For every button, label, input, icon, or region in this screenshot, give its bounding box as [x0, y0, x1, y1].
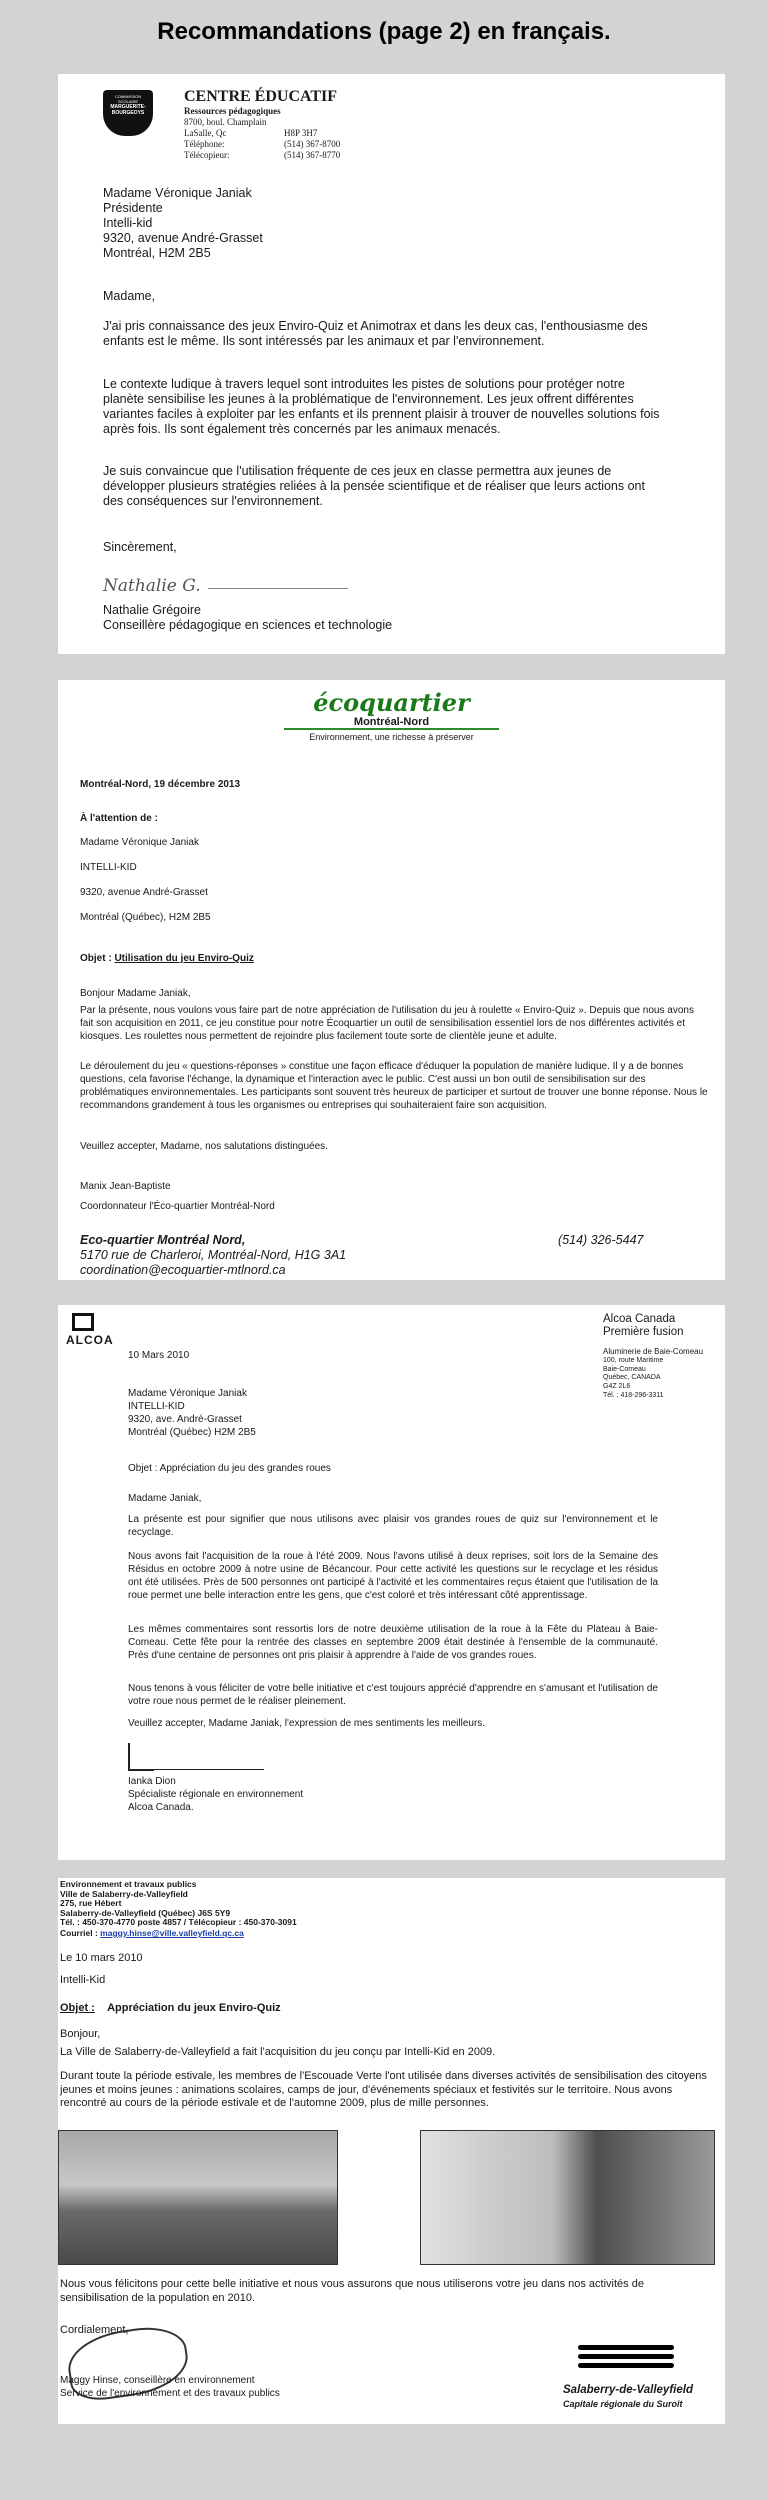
footer-org: Eco-quartier Montréal Nord,: [80, 1233, 246, 1247]
salutation: Madame,: [103, 289, 156, 303]
logo-tagline: Capitale régionale du Suroît: [563, 2399, 683, 2409]
alcoa-logo: ALCOA: [66, 1333, 114, 1347]
signer-name: Nathalie Grégoire: [103, 603, 201, 617]
signature-mark: [128, 1743, 154, 1771]
wave-emblem-icon: [578, 2340, 674, 2374]
division-name: Première fusion: [603, 1326, 684, 1338]
email-line: Courriel : maggy.hinse@ville.valleyfield.qc.ca: [60, 1928, 244, 1938]
letter-date: 10 Mars 2010: [128, 1350, 190, 1361]
recipient-block: Madame Véronique Janiak INTELLI-KID 9320, avenue André-Grasset Montréal (Québec), H2M 2B5: [80, 837, 211, 923]
signer-title: Spécialiste régionale en environnement: [128, 1789, 304, 1800]
paragraph-4: Nous tenons à vous féliciter de votre belle initiative et c'est toujours apprécié d'apprendre en s'amusant et l'utilisation de votre roue nous permet de le réaliser pleinement.: [128, 1683, 658, 1707]
phone-number: (514) 367-8700: [284, 139, 341, 149]
plant-name: Aluminerie de Baie-Comeau: [603, 1347, 704, 1356]
letter-date: Montréal-Nord, 19 décembre 2013: [80, 779, 241, 790]
tagline: Environnement, une richesse à préserver: [309, 732, 474, 742]
object-line: Objet : Appréciation du jeux Enviro-Quiz: [60, 2002, 281, 2014]
fax-number: (514) 367-8770: [284, 150, 341, 160]
letter-centre-educatif: [58, 74, 725, 654]
plant-phone: Tél. : 418-296-3311: [603, 1392, 664, 1399]
fax-label: Télécopieur:: [184, 150, 230, 160]
signature-stroke: [208, 588, 348, 589]
closing: Veuillez accepter, Madame Janiak, l'expression de mes sentiments les meilleurs.: [128, 1718, 486, 1729]
photo-classroom-activity: [420, 2130, 715, 2265]
attention-label: À l'attention de :: [80, 813, 158, 824]
logo-divider: [284, 728, 499, 730]
salutation: Bonjour Madame Janiak,: [80, 988, 191, 999]
org-postal: H8P 3H7: [284, 128, 318, 138]
company-name: Alcoa Canada: [603, 1313, 676, 1325]
footer-email: coordination@ecoquartier-mtlnord.ca: [80, 1263, 286, 1277]
paragraph-1: La Ville de Salaberry-de-Valleyfield a fait l'acquisition du jeu conçu par Intelli-Kid en 2009.: [60, 2046, 496, 2058]
signature-stroke: [154, 1769, 264, 1770]
commission-scolaire-logo: COMMISSION SCOLAIRE MARGUERITE- BOURGEOYS: [103, 90, 153, 136]
letter-alcoa: [58, 1305, 725, 1860]
signer-name: Ianka Dion: [128, 1776, 176, 1787]
paragraph-2: Durant toute la période estivale, les membres de l'Escouade Verte l'ont utilisée dans diverses activités de sensibilisation des citoyens jeunes et moins jeunes : animations scolaires, camps de jour, d'événements spéciaux et festivités sur le territoire. Nous avons rencontré au cours de la période estivale et de l'automne 2009, plus de mille personnes.: [60, 2070, 707, 2109]
phone-label: Téléphone:: [184, 139, 225, 149]
signer-name: Manix Jean-Baptiste: [80, 1181, 171, 1192]
signer-org: Alcoa Canada.: [128, 1802, 194, 1813]
signer-title: Conseillère pédagogique en sciences et technologie: [103, 618, 393, 632]
logo-name: Salaberry-de-Valleyfield: [563, 2384, 693, 2396]
signer-title: Coordonnateur l'Éco-quartier Montréal-Nord: [80, 1201, 275, 1212]
paragraph-1: Par la présente, nous voulons vous faire part de notre appréciation de l'utilisation du jeu à roulette « Enviro-Quiz ». Depuis que nous avons fait son acquisition en 2011, ce jeu constitue pour notre Écoquartier un outil de sensibilisation essentiel lors de nos différentes activités et kiosques. Les roulettes nous permettent de rejoindre plus facilement toute sorte de clientèle jeune et adulte.: [80, 1005, 694, 1042]
org-city: LaSalle, Qc: [184, 128, 227, 138]
closing: Cordialement,: [60, 2324, 129, 2336]
recipient: Intelli-Kid: [60, 1974, 106, 1986]
signer-line-2: Service de l'environnement et des travaux publics: [60, 2388, 280, 2399]
letter-salaberry: [58, 1878, 725, 2424]
footer-phone: (514) 326-5447: [558, 1233, 644, 1247]
object-line: Objet : Utilisation du jeu Enviro-Quiz: [80, 953, 254, 964]
logo-place: Montréal-Nord: [353, 716, 430, 728]
page-title: Recommandations (page 2) en français.: [157, 18, 611, 45]
letter-eco-quartier: [58, 680, 725, 1280]
photo-outdoor-activity: [58, 2130, 338, 2265]
object-line: Objet : Appréciation du jeu des grandes roues: [128, 1463, 331, 1474]
alcoa-triangle-icon: [72, 1313, 94, 1331]
org-name: CENTRE ÉDUCATIF: [184, 88, 338, 105]
footer-address: 5170 rue de Charleroi, Montréal-Nord, H1G 3A1: [80, 1248, 347, 1262]
paragraph-1: J'ai pris connaissance des jeux Enviro-Quiz et Animotrax et dans les deux cas, l'enthousiasme des enfants est le même. Ils sont intéressés par les animaux et par l'environnement.: [103, 319, 648, 348]
recipient-block: Madame Véronique Janiak INTELLI-KID 9320, ave. André-Grasset Montréal (Québec) H2M 2B5: [128, 1388, 256, 1438]
paragraph-3: Nous vous félicitons pour cette belle initiative et nous vous assurons que nous utiliserons votre jeu dans nos activités de sensibilisation de la population en 2010.: [60, 2278, 644, 2304]
plant-address: 100, route Maritime Baie-Comeau Québec, CANADA G4Z 2L6: [603, 1357, 664, 1390]
closing: Sincèrement,: [103, 540, 177, 554]
paragraph-2: Le contexte ludique à travers lequel sont introduites les pistes de solutions pour protéger notre planète sensibilise les jeunes à la problématique de l'environnement. Les jeux offrent différentes variantes faciles à exploiter par les enfants et ils prennent plaisir à trouver de nouvelles solutions fois après fois. Ils sont également très concernés par les animaux menacés.: [103, 377, 660, 436]
recipient-block: Madame Véronique Janiak Présidente Intelli-kid 9320, avenue André-Grasset Montréal, H2M 2B5: [103, 186, 263, 260]
paragraph-2: Nous avons fait l'acquisition de la roue à l'été 2009. Nous l'avons utilisé à deux reprises, soit lors de la Semaine des Résidus en octobre 2009 à notre usine de Bécancour. Pour cette activité les questions sur le recyclage et les résidus ont été utilisées. Près de 500 personnes ont participé à l'activité et les commentaires reçus étaient que l'utilisation de la roue permet une belle interaction entre les gens, que c'est coloré et très intéressant côté apprentissage.: [128, 1551, 658, 1601]
sender-header: Environnement et travaux publics Ville de Salaberry-de-Valleyfield 275, rue Hébert Salaberry-de-Valleyfield (Québec) J6S 5Y9 Tél. : 450-370-4770 poste 4857 / Télécopieur : 450-370-3091: [60, 1879, 297, 1927]
paragraph-3: Je suis convaincue que l'utilisation fréquente de ces jeux en classe permettra aux jeunes de développer plusieurs stratégies reliées à la pensée scientifique et de réaliser que leurs actions ont des conséquences sur l'environnement.: [103, 464, 645, 508]
eco-quartier-logo: écoquartier: [313, 688, 470, 717]
paragraph-3: Les mêmes commentaires sont ressortis lors de notre deuxième utilisation de la roue à la Fête du Plateau à Baie-Comeau. Cette fête pour la rentrée des classes en septembre 2009 était destinée à l'ensemble de la communauté. Près d'une centaine de personnes ont pris plaisir à apprendre à l'aide de vos grandes roues.: [128, 1624, 658, 1661]
org-subtitle: Ressources pédagogiques: [184, 106, 281, 116]
salutation: Bonjour,: [60, 2028, 101, 2040]
letter-date: Le 10 mars 2010: [60, 1952, 143, 1964]
paragraph-2: Le déroulement du jeu « questions-réponses » constitue une façon efficace d'éduquer la population de manière ludique. Il y a de bonnes questions, cela favorise l'échange, la dynamique et l'interaction avec le public. C'est aussi un bon outil de sensibilisation sur des problématiques environnementales. Les participants sont souvent très heureux de participer et surtout de trouver une bonne réponse. Nous le recommandons grandement à tous les organismes ou entreprises qui souhaiteraient faire son acquisition.: [80, 1061, 708, 1111]
salutation: Madame Janiak,: [128, 1493, 202, 1504]
closing: Veuillez accepter, Madame, nos salutations distinguées.: [80, 1141, 328, 1152]
paragraph-1: La présente est pour signifier que nous utilisons avec plaisir vos grandes roues de quiz sur l'environnement et le recyclage.: [128, 1514, 658, 1538]
org-address: 8700, boul. Champlain: [184, 117, 267, 127]
signer-line-1: Maggy Hinse, conseillère en environnement: [60, 2375, 255, 2386]
handwritten-signature: Nathalie G.: [103, 576, 201, 596]
